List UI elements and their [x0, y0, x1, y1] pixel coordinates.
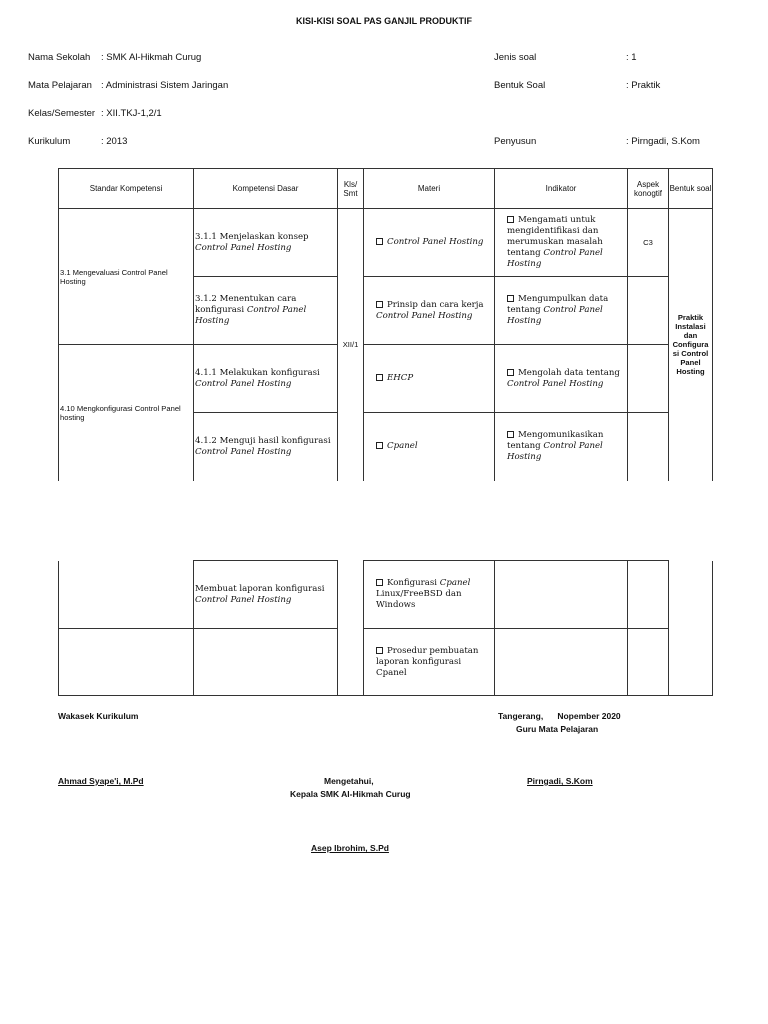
checkbox-bullet-icon: [376, 238, 383, 245]
materi-cell: Prosedur pembuatan laporan konfigurasi Cpanel: [364, 629, 495, 696]
aspek-cell-empty: [628, 345, 669, 413]
table-header-row: [59, 169, 713, 209]
guru-title: Guru Mata Pelajaran: [516, 724, 599, 734]
table-row: [59, 629, 713, 696]
materi-cell: Cpanel: [364, 413, 495, 481]
place-date: Tangerang, Nopember 2020: [498, 711, 621, 721]
materi-cell: Prinsip dan cara kerja Control Panel Hosting: [364, 277, 495, 345]
kd-cell: Membuat laporan konfigurasi Control Panel Hosting: [194, 561, 338, 629]
sk-cell-3-1: 3.1 Mengevaluasi Control Panel Hosting: [59, 209, 194, 345]
aspek-cell-empty: [628, 413, 669, 481]
header-indikator: Indikator: [495, 169, 628, 209]
meta-nama-sekolah-label: Nama Sekolah: [28, 52, 91, 63]
header-bentuk-soal: Bentuk soal: [669, 169, 713, 209]
indikator-cell: Mengumpulkan data tentang Control Panel Hosting: [495, 277, 628, 345]
mengetahui-label: Mengetahui,: [324, 776, 374, 786]
kd-cell: 4.1.2 Menguji hasil konfigurasi Control Panel Hosting: [194, 413, 338, 481]
checkbox-bullet-icon: [376, 374, 383, 381]
wakasek-name: Ahmad Syape'i, M.Pd: [58, 776, 144, 786]
header-aspek: Aspek konogtif: [628, 169, 669, 209]
meta-jenis-soal-value: : 1: [626, 52, 637, 63]
meta-jenis-soal-label: Jenis soal: [494, 52, 537, 63]
kepala-title: Kepala SMK Al-Hikmah Curug: [290, 789, 411, 799]
checkbox-bullet-icon: [507, 216, 514, 223]
kd-cell: 4.1.1 Melakukan konfigurasi Control Panel Hosting: [194, 345, 338, 413]
aspek-cell-empty: [628, 277, 669, 345]
materi-cell: Konfigurasi Cpanel Linux/FreeBSD dan Windows: [364, 561, 495, 629]
kisi-kisi-table-continued: [58, 560, 713, 696]
checkbox-bullet-icon: [507, 431, 514, 438]
meta-bentuk-soal-label: Bentuk Soal: [494, 80, 546, 91]
checkbox-bullet-icon: [376, 647, 383, 654]
header-kompetensi-dasar: Kompetensi Dasar: [194, 169, 338, 209]
meta-mata-pelajaran-value: : Administrasi Sistem Jaringan: [101, 80, 229, 91]
checkbox-bullet-icon: [376, 301, 383, 308]
kls-cell-empty: [338, 561, 364, 696]
header-materi: Materi: [364, 169, 495, 209]
indikator-cell-empty: [495, 561, 628, 629]
document-title: KISI-KISI SOAL PAS GANJIL PRODUKTIF: [295, 16, 473, 26]
materi-cell: Control Panel Hosting: [364, 209, 495, 277]
checkbox-bullet-icon: [376, 579, 383, 586]
table-row: [59, 209, 713, 277]
meta-kurikulum-label: Kurikulum: [28, 136, 71, 147]
kd-cell-empty: [194, 629, 338, 696]
kepala-name: Asep Ibrohim, S.Pd: [311, 843, 389, 853]
indikator-cell-empty: [495, 629, 628, 696]
indikator-cell: Mengomunikasikan tentang Control Panel Hosting: [495, 413, 628, 481]
guru-name: Pirngadi, S.Kom: [527, 776, 593, 786]
aspek-cell-empty: [628, 561, 669, 629]
meta-kelas-value: : XII.TKJ-1,2/1: [101, 108, 162, 119]
meta-kurikulum-value: : 2013: [101, 136, 128, 147]
checkbox-bullet-icon: [376, 442, 383, 449]
aspek-cell-empty: [628, 629, 669, 696]
header-kls-smt: Kls/ Smt: [338, 169, 364, 209]
checkbox-bullet-icon: [507, 369, 514, 376]
indikator-cell: Mengamati untuk mengidentifikasi dan merumuskan masalah tentang Control Panel Hosting: [495, 209, 628, 277]
meta-penyusun-label: Penyusun: [494, 136, 537, 147]
table-row: [59, 345, 713, 413]
kd-cell: 3.1.1 Menjelaskan konsep Control Panel Hosting: [194, 209, 338, 277]
kd-cell: 3.1.2 Menentukan cara konfigurasi Control Panel Hosting: [194, 277, 338, 345]
materi-cell: EHCP: [364, 345, 495, 413]
meta-bentuk-soal-value: : Praktik: [626, 80, 661, 91]
kls-smt-cell: XII/1: [338, 209, 364, 481]
kisi-kisi-table: [58, 168, 713, 481]
indikator-cell: Mengolah data tentang Control Panel Hosting: [495, 345, 628, 413]
sk-cell-empty: [59, 561, 194, 629]
header-standar-kompetensi: Standar Kompetensi: [59, 169, 194, 209]
meta-mata-pelajaran-label: Mata Pelajaran: [28, 80, 92, 91]
sk-cell-empty: [59, 629, 194, 696]
meta-nama-sekolah-value: : SMK Al-Hikmah Curug: [101, 52, 202, 63]
bentuk-soal-cell: Praktik Instalasi dan Configura si Control Panel Hosting: [669, 209, 713, 481]
sk-cell-4-10: 4.10 Mengkonfigurasi Control Panel hosting: [59, 345, 194, 481]
wakasek-title: Wakasek Kurikulum: [58, 711, 139, 721]
bentuk-cell-empty: [669, 561, 713, 696]
aspek-cell: C3: [628, 209, 669, 277]
checkbox-bullet-icon: [507, 295, 514, 302]
meta-kelas-label: Kelas/Semester: [28, 108, 96, 119]
meta-penyusun-value: : Pirngadi, S.Kom: [626, 136, 700, 147]
table-row: [59, 561, 713, 629]
